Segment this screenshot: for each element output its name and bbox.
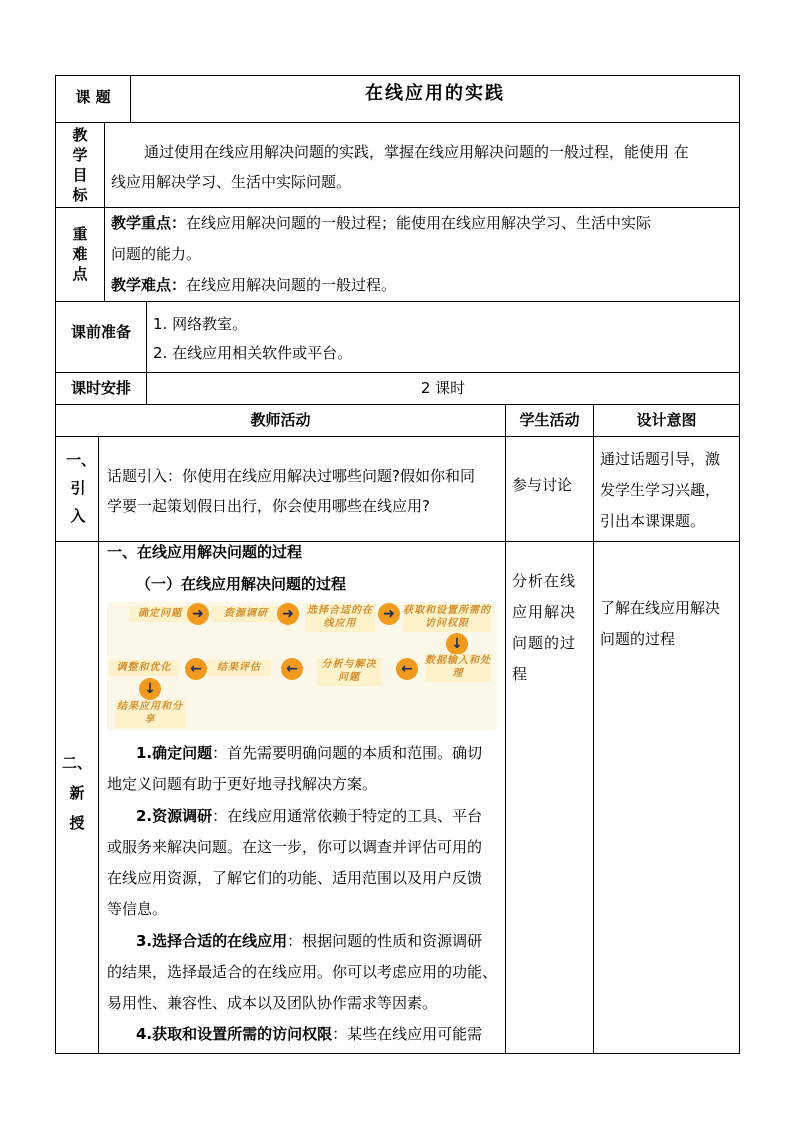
step-4: 4.获取和设置所需的访问权限：某些在线应用可能需: [136, 1025, 483, 1043]
new-design-intent: 了解在线应用解决 问题的过程: [600, 599, 721, 648]
prep-item-2: 2. 在线应用相关软件或平台。: [153, 344, 353, 362]
step-1: 1.确定问题：首先需要明确问题的本质和范围。确切 地定义问题有助于更好地寻找解决方案。: [107, 744, 483, 793]
hard-point: 教学难点：在线应用解决问题的一般过程。: [111, 276, 397, 294]
schedule-value: 2 课时: [420, 379, 466, 397]
intro-intent-line-3: 引出本课课题。: [600, 512, 706, 530]
intro-intent-line-2: 发学生学习兴趣，: [600, 481, 721, 499]
goals-line-2: 线应用解决学习、生活中实际问题。: [111, 173, 352, 191]
process-flow-chart: [107, 602, 497, 730]
step-3: 3.选择合适的在线应用：根据问题的性质和资源调研 的结果，选择最适合的在线应用。你可以考虑应用的功能、 易用性、兼容性、成本以及团队协作需求等因素。: [107, 932, 498, 1012]
col-intent: 设计意图: [636, 411, 697, 429]
flow-step-define: 确定问题: [129, 606, 191, 622]
flow-step-data: 数据输入和处理: [425, 654, 491, 682]
flow-step-research: 资源调研: [211, 606, 281, 622]
flow-step-evaluate: 结果评估: [207, 660, 271, 676]
goals-line-1: 通过使用在线应用解决问题的实践，掌握在线应用解决问题的一般过程，能使用 在: [144, 143, 689, 161]
intro-teacher-line-1: 话题引入：你使用在线应用解决过哪些问题?假如你和同: [107, 467, 475, 485]
goals-label: 教 学 目 标: [72, 126, 88, 204]
new-student-activity: 分析在线 应用解决 问题的过 程: [512, 572, 577, 683]
arrow-right-icon: ➜: [187, 603, 209, 625]
subject-label: 课 题: [75, 88, 111, 106]
schedule-label: 课时安排: [70, 379, 131, 397]
intro-label: 一、 引 入: [66, 451, 97, 525]
key-point-line-2: 问题的能力。: [111, 245, 202, 263]
flow-step-choose: 选择合适的在线应用: [305, 604, 375, 632]
intro-student: 参与讨论: [512, 476, 573, 494]
key-point-line-1: 教学重点：在线应用解决问题的一般过程；能使用在线应用解决学习、生活中实际: [111, 214, 652, 232]
arrow-right-icon: ➜: [277, 603, 299, 625]
difficulty-label: 重 难 点: [72, 225, 88, 283]
lesson-title: 在线应用的实践: [365, 83, 505, 104]
prep-item-1: 1. 网络教室。: [153, 315, 248, 333]
arrow-right-icon: ➜: [378, 603, 400, 625]
intro-intent-line-1: 通过话题引导，激: [600, 450, 721, 468]
flow-step-share: 结果应用和分享: [115, 700, 185, 728]
prep-label: 课前准备: [70, 323, 131, 341]
arrow-left-icon: ←: [281, 658, 303, 680]
flow-step-optimize: 调整和优化: [109, 660, 179, 676]
arrow-left-icon: ←: [185, 658, 207, 680]
flow-step-analyze: 分析与解决问题: [317, 658, 381, 686]
col-student: 学生活动: [519, 411, 580, 429]
section-heading: 一、在线应用解决问题的过程: [107, 543, 303, 561]
flow-step-access: 获取和设置所需的访问权限: [403, 604, 491, 632]
arrow-left-icon: ←: [396, 658, 418, 680]
new-label: 二、 新 授: [62, 754, 93, 832]
intro-teacher-line-2: 学要一起策划假日出行，你会使用哪些在线应用?: [107, 497, 430, 515]
col-teacher: 教师活动: [250, 411, 311, 429]
arrow-down-icon: ↓: [139, 678, 161, 700]
subsection-heading: （一）在线应用解决问题的过程: [136, 575, 347, 593]
step-2: 2.资源调研：在线应用通常依赖于特定的工具、平台 或服务来解决问题。在这一步，你可以调查并评估可用的 在线应用资源，了解它们的功能、适用范围以及用户反馈 等信息。: [107, 807, 483, 918]
arrow-down-icon: ↓: [446, 633, 468, 655]
